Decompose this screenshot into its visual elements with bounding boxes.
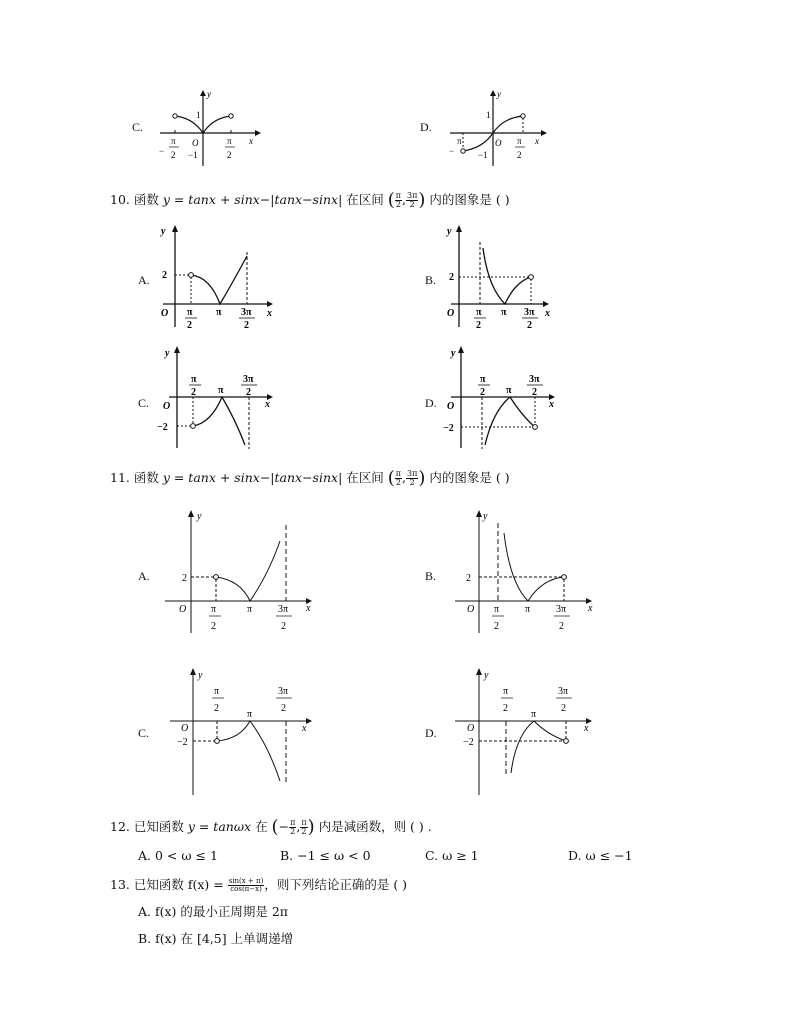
svg-text:2: 2 bbox=[211, 621, 216, 632]
svg-text:−: − bbox=[449, 146, 455, 156]
svg-text:2: 2 bbox=[559, 621, 564, 632]
svg-text:y: y bbox=[484, 670, 489, 681]
svg-text:π: π bbox=[480, 374, 486, 385]
q10-option-b-label: B. bbox=[425, 273, 437, 287]
svg-text:O: O bbox=[467, 604, 475, 615]
q9-option-c-label: C. bbox=[132, 120, 144, 134]
svg-text:3π: 3π bbox=[558, 686, 569, 697]
q11-option-b-label: B. bbox=[425, 569, 437, 583]
svg-text:π: π bbox=[247, 709, 253, 720]
svg-text:2: 2 bbox=[182, 573, 187, 584]
svg-text:2: 2 bbox=[494, 621, 499, 632]
svg-text:2: 2 bbox=[246, 387, 251, 398]
svg-text:y: y bbox=[197, 511, 202, 522]
q11-graph-c bbox=[160, 663, 320, 798]
q12-choice-c: C. ω ≥ 1 bbox=[425, 848, 479, 863]
q12-choice-b: B. −1 ≤ ω < 0 bbox=[280, 848, 371, 863]
q12-stem: 12. 已知函数 y = tanωx 在 (− $\frac{\pi}{2}$ , $\frac{\pi}{2}$ ) 内是减函数，则 ( ) . bbox=[110, 816, 432, 838]
svg-text:2: 2 bbox=[281, 621, 286, 632]
q11-option-d-label: D. bbox=[425, 726, 437, 740]
svg-text:−1: −1 bbox=[478, 150, 488, 160]
svg-text:π: π bbox=[517, 136, 522, 146]
svg-text:π: π bbox=[247, 604, 253, 615]
svg-text:x: x bbox=[265, 399, 270, 410]
svg-text:x: x bbox=[306, 603, 311, 614]
svg-text:x: x bbox=[588, 603, 593, 614]
svg-text:2: 2 bbox=[191, 387, 196, 398]
q11-graph-a bbox=[160, 505, 320, 635]
svg-text:y: y bbox=[198, 670, 203, 681]
q10-option-d-label: D. bbox=[425, 396, 437, 410]
svg-text:2: 2 bbox=[214, 703, 219, 714]
q9-graph-d bbox=[445, 88, 555, 168]
svg-text:2: 2 bbox=[171, 150, 176, 160]
svg-text:O: O bbox=[495, 138, 502, 148]
svg-text:1: 1 bbox=[196, 110, 201, 120]
svg-text:3π: 3π bbox=[243, 374, 254, 385]
q11-stem: 11. 函数 y = tanx + sinx−|tanx−sinx| 在区间 ( $\frac{\pi}{2}$ , $\frac{3\pi}{2}$ ) 内的图象是 ( ) bbox=[110, 467, 510, 489]
svg-text:π: π bbox=[214, 686, 220, 697]
svg-text:3π: 3π bbox=[241, 307, 252, 318]
svg-text:O: O bbox=[192, 138, 199, 148]
q12-choice-d: D. ω ≤ −1 bbox=[568, 848, 633, 863]
svg-text:π: π bbox=[187, 307, 193, 318]
q11-graph-b bbox=[450, 505, 610, 635]
svg-text:1: 1 bbox=[486, 110, 491, 120]
svg-text:−2: −2 bbox=[463, 737, 474, 748]
q12-choice-a: A. 0 < ω ≤ 1 bbox=[138, 848, 218, 863]
svg-text:O: O bbox=[447, 308, 455, 319]
q9-graph-c bbox=[155, 88, 265, 168]
svg-text:2: 2 bbox=[561, 703, 566, 714]
svg-text:3π: 3π bbox=[278, 604, 289, 615]
svg-text:O: O bbox=[163, 401, 171, 412]
svg-text:−: − bbox=[159, 146, 165, 156]
svg-text:π: π bbox=[476, 307, 482, 318]
svg-text:3π: 3π bbox=[556, 604, 567, 615]
svg-text:O: O bbox=[181, 723, 189, 734]
q10-stem: 10. 函数 y = tanx + sinx−|tanx−sinx| 在区间 ( $\frac{\pi}{2}$ , $\frac{3\pi}{2}$ ) 内的图象是 ( ) bbox=[110, 189, 510, 211]
q9-option-d-label: D. bbox=[420, 120, 432, 134]
svg-text:x: x bbox=[249, 136, 253, 146]
svg-text:2: 2 bbox=[466, 573, 471, 584]
svg-text:y: y bbox=[483, 511, 488, 522]
q13-choice-a: A. f(x) 的最小正周期是 2π bbox=[138, 904, 289, 919]
svg-text:2: 2 bbox=[527, 320, 532, 331]
svg-text:x: x bbox=[549, 399, 554, 410]
q11-graph-d bbox=[450, 663, 610, 798]
svg-text:2: 2 bbox=[532, 387, 537, 398]
svg-text:2: 2 bbox=[187, 320, 192, 331]
svg-text:2: 2 bbox=[503, 703, 508, 714]
svg-text:π: π bbox=[457, 136, 462, 146]
svg-text:2: 2 bbox=[517, 150, 522, 160]
svg-text:π: π bbox=[191, 374, 197, 385]
svg-text:x: x bbox=[535, 136, 539, 146]
svg-text:y: y bbox=[497, 89, 501, 99]
svg-text:y: y bbox=[207, 89, 211, 99]
svg-text:y: y bbox=[447, 226, 452, 237]
svg-text:π: π bbox=[171, 136, 176, 146]
svg-text:O: O bbox=[467, 723, 475, 734]
svg-text:3π: 3π bbox=[524, 307, 535, 318]
svg-text:π: π bbox=[506, 385, 512, 396]
svg-text:x: x bbox=[267, 308, 272, 319]
svg-text:y: y bbox=[161, 226, 166, 237]
svg-text:−2: −2 bbox=[443, 423, 454, 434]
q10-graph-b bbox=[443, 222, 573, 332]
svg-text:y: y bbox=[165, 348, 170, 359]
q13-stem: 13. 已知函数 f(x) = $\frac{\sin(x + \pi)}{\cos(\pi-x)}$ ，则下列结论正确的是 ( ) bbox=[110, 877, 408, 893]
svg-text:x: x bbox=[584, 723, 589, 734]
svg-text:O: O bbox=[447, 401, 455, 412]
q10-option-c-label: C. bbox=[138, 396, 150, 410]
svg-text:π: π bbox=[494, 604, 500, 615]
svg-text:x: x bbox=[302, 723, 307, 734]
svg-text:π: π bbox=[501, 307, 507, 318]
svg-text:2: 2 bbox=[227, 150, 232, 160]
svg-text:2: 2 bbox=[449, 272, 454, 283]
svg-text:O: O bbox=[161, 308, 169, 319]
q10-option-a-label: A. bbox=[138, 273, 150, 287]
svg-text:π: π bbox=[525, 604, 531, 615]
svg-text:−2: −2 bbox=[157, 422, 168, 433]
svg-text:2: 2 bbox=[281, 703, 286, 714]
svg-text:π: π bbox=[211, 604, 217, 615]
svg-text:3π: 3π bbox=[529, 374, 540, 385]
q11-option-a-label: A. bbox=[138, 569, 150, 583]
svg-text:2: 2 bbox=[480, 387, 485, 398]
q10-graph-d bbox=[443, 343, 573, 453]
svg-text:π: π bbox=[216, 307, 222, 318]
svg-text:π: π bbox=[218, 385, 224, 396]
q11-option-c-label: C. bbox=[138, 726, 150, 740]
svg-text:π: π bbox=[227, 136, 232, 146]
svg-text:2: 2 bbox=[244, 320, 249, 331]
q13-choice-b: B. f(x) 在 [4,5] 上单调递增 bbox=[138, 931, 294, 946]
svg-text:x: x bbox=[545, 308, 550, 319]
svg-text:−2: −2 bbox=[177, 737, 188, 748]
svg-text:2: 2 bbox=[476, 320, 481, 331]
svg-text:−1: −1 bbox=[188, 150, 198, 160]
svg-text:π: π bbox=[531, 709, 537, 720]
q10-graph-a bbox=[155, 222, 285, 332]
svg-text:π: π bbox=[503, 686, 509, 697]
svg-text:2: 2 bbox=[162, 270, 167, 281]
q10-graph-c bbox=[155, 343, 285, 453]
svg-text:3π: 3π bbox=[278, 686, 289, 697]
svg-text:O: O bbox=[179, 604, 187, 615]
svg-text:y: y bbox=[451, 348, 456, 359]
